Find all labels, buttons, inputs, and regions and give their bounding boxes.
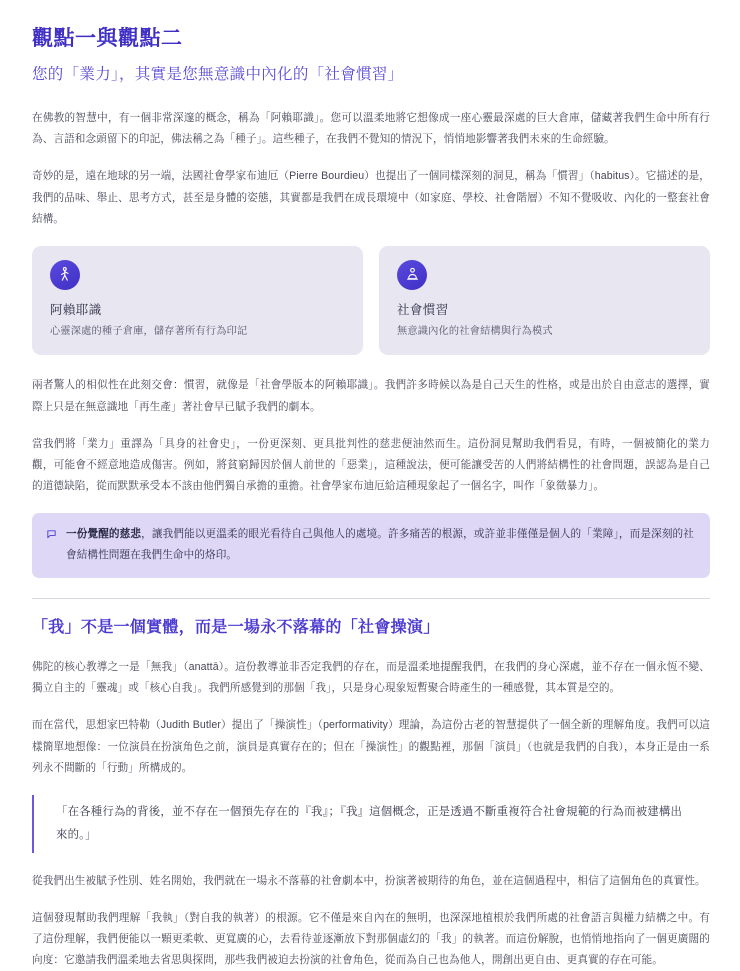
page-title: 觀點一與觀點二	[32, 27, 183, 50]
blockquote-text: 「在各種行為的背後，並不存在一個預先存在的『我』；『我』這個概念，正是透過不斷重複符合社會規範的行為而被建構出來的。」	[56, 805, 683, 841]
concept-card-title: 阿賴耶識	[50, 302, 102, 317]
concept-card-title: 社會慣習	[397, 302, 449, 317]
blockquote	[32, 795, 710, 853]
concept-card-desc: 心靈深處的種子倉庫，儲存著所有行為印記	[50, 326, 248, 338]
analysis-paragraph-2: 當我們將「業力」重譯為「具身的社會史」，一份更深刻、更具批判性的慈悲便油然而生。這份洞見幫助我們看見，有時，一個被簡化的業力觀，可能會不經意地造成傷害。例如，將貧窮歸因於個人前世的「惡業」，這種說法，便可能讓受苦的人們將結構性的社會問題，誤認為是自己的道德缺陷，從而默默承受本不該由他們獨自承擔的重擔。社會學家布迪厄給這種現象起了一個名字，叫作「象徵暴力」。	[32, 437, 710, 493]
concept-card-alaya[interactable]	[32, 246, 363, 356]
callout-body: ，讓我們能以更溫柔的眼光看待自己與他人的處境。許多痛苦的根源，或許並非僅僅是個人的「業障」，而是深刻的社會結構性問題在我們生命中的烙印。	[66, 528, 694, 561]
intro-paragraph-1: 在佛教的智慧中，有一個非常深邃的概念，稱為「阿賴耶識」。您可以溫柔地將它想像成一座心靈最深處的巨大倉庫，儲藏著我們生命中所有行為、言語和念頭留下的印記，佛法稱之為「種子」。這些種子，在我們不覺知的情況下，悄悄地影響著我們未來的生命經驗。	[32, 111, 710, 146]
intro-paragraph-2: 奇妙的是，遠在地球的另一端，法國社會學家布迪厄（Pierre Bourdieu）也提出了一個同樣深刻的洞見，稱為「慣習」（habitus）。它描述的是，我們的品味、舉止、思考方式，甚至是身體的姿態，其實都是我們在成長環境中（如家庭、學校、社會階層）不知不覺吸收、內化的一整套社會結構。	[32, 170, 710, 225]
compassion-callout	[32, 513, 710, 577]
social-group-icon	[397, 260, 427, 290]
meditation-icon	[50, 260, 80, 290]
page-subtitle: 您的「業力」，其實是您無意識中內化的「社會慣習」	[32, 66, 404, 84]
callout-text	[66, 524, 694, 565]
section-divider	[32, 598, 710, 599]
section-two-paragraph-4: 這個發現幫助我們理解「我執」（對自我的執著）的根源。它不僅是來自內在的無明，也深深地植根於我們所處的社會語言與權力結構之中。有了這份理解，我們便能以一顆更柔軟、更寬廣的心，去看待並逐漸放下對那個虛幻的「我」的執著。而這份解脫，也悄悄地指向了一個更廣闊的向度：它邀請我們溫柔地去省思與探問，那些我們被迫去扮演的社會角色，從而為自己也為他人，開創出更自由、更真實的存在可能。	[32, 911, 710, 967]
section-two-paragraph-3: 從我們出生被賦予性別、姓名開始，我們就在一場永不落幕的社會劇本中，扮演著被期待的角色，並在這個過程中，相信了這個角色的真實性。	[32, 874, 706, 887]
section-two-paragraph-1: 佛陀的核心教導之一是「無我」（anattā）。這份教導並非否定我們的存在，而是溫柔地提醒我們，在我們的身心深處，並不存在一個永恆不變、獨立自主的「靈魂」或「核心自我」。我們所感覺到的那個「我」，只是身心現象短暫聚合時產生的一種感覺，其本質是空的。	[32, 661, 710, 695]
concept-card-habitus[interactable]	[379, 246, 710, 356]
section-two-heading: 「我」不是一個實體，而是一場永不落幕的「社會操演」	[32, 618, 440, 636]
section-two-paragraph-2: 而在當代，思想家巴特勒（Judith Butler）提出了「操演性」（performativity）理論，為這份古老的智慧提供了一個全新的理解角度。我們可以這樣簡單地想像：一位演員在扮演角色之前，演員是真實存在的；但在「操演性」的觀點裡，那個「演員」（也就是我們的自我），本身正是由一系列永不間斷的「行動」所構成的。	[32, 719, 710, 774]
concept-cards	[32, 246, 710, 356]
message-bubble-icon	[46, 527, 57, 545]
analysis-paragraph-1: 兩者驚人的相似性在此刻交會：慣習，就像是「社會學版本的阿賴耶識」。我們許多時候以為是自己天生的性格，或是出於自由意志的選擇，實際上只是在無意識地「再生產」著社會早已賦予我們的劇本。	[32, 379, 710, 413]
callout-lead: 一份覺醒的慈悲	[66, 528, 142, 541]
concept-card-desc: 無意識內化的社會結構與行為模式	[397, 326, 553, 338]
